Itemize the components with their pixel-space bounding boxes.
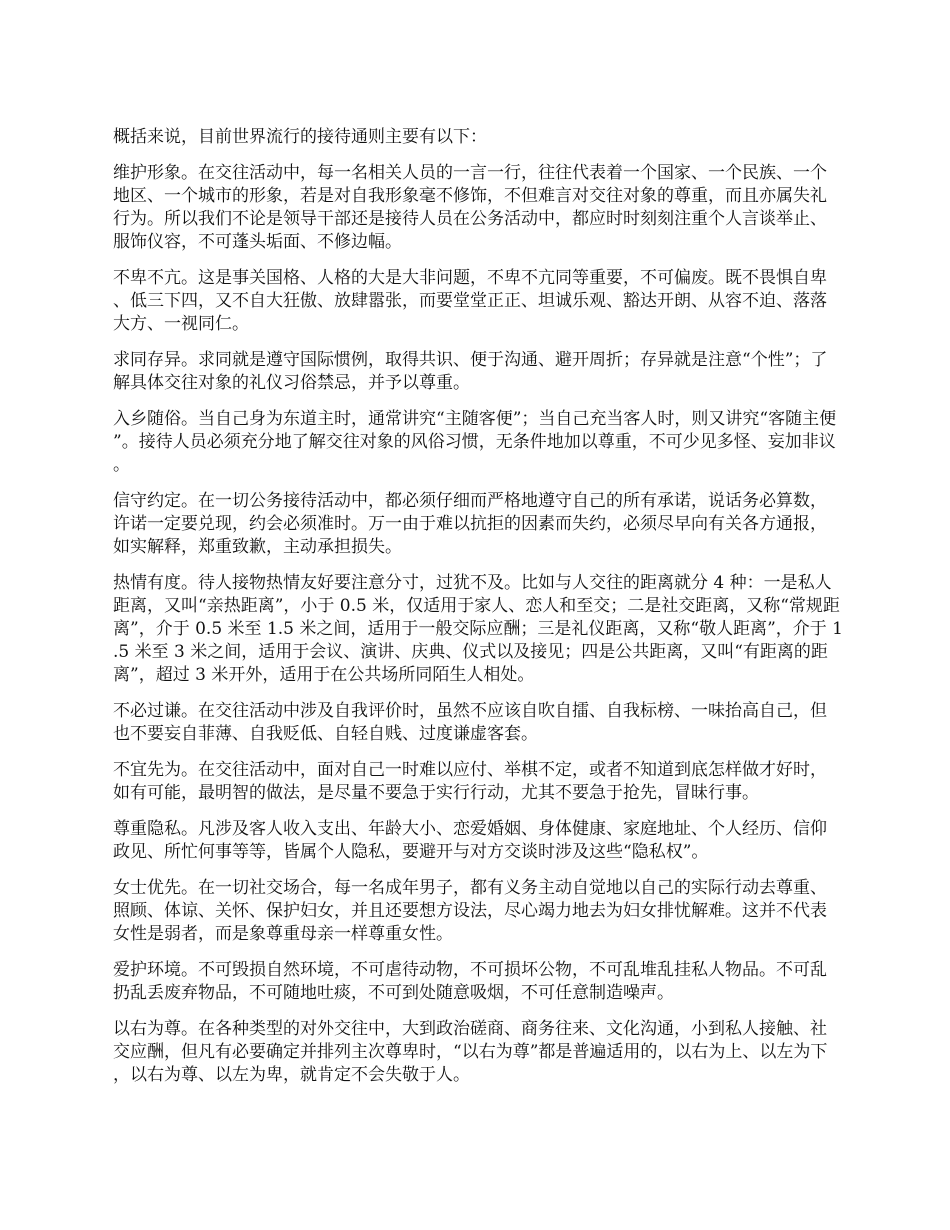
paragraph-seek-common-ground: 求同存异。求同就是遵守国际惯例，取得共识、便于沟通、避开周折；存异就是注意“个性”；了解具体交往对象的礼仪习俗禁忌，并予以尊重。 (113, 350, 828, 393)
paragraph-right-is-honored: 以右为尊。在各种类型的对外交往中，大到政治磋商、商务往来、文化沟通，小到私人接触、社交应酬，但凡有必要确定并排列主次尊卑时，“以右为尊”都是普遍适用的，以右为上、以左为下，以右为尊、以左为卑，就肯定不会失敬于人。 (113, 1019, 828, 1085)
paragraph-local-customs: 入乡随俗。当自己身为东道主时，通常讲究“主随客便”；当自己充当客人时，则又讲究“客随主便”。接待人员必须充分地了解交往对象的风俗习惯，无条件地加以尊重，不可少见多怪、妄加非议。 (113, 409, 837, 475)
paragraph-keep-promises: 信守约定。在一切公务接待活动中，都必须仔细而严格地遵守自己的所有承诺，说话务必算数，许诺一定要兑现，约会必须准时。万一由于难以抗拒的因素而失约，必须尽早向有关各方通报，如实解释，郑重致歉，主动承担损失。 (113, 491, 827, 557)
paragraph-do-not-act-first: 不宜先为。在交往活动中，面对自己一时难以应付、举棋不定，或者不知道到底怎样做才好时，如有可能，最明智的做法，是尽量不要急于实行行动，尤其不要急于抢先，冒昧行事。 (113, 760, 827, 803)
paragraph-neither-humble-nor-arrogant: 不卑不亢。这是事关国格、人格的大是大非问题，不卑不亢同等重要，不可偏废。既不畏惧自卑、低三下四，又不自大狂傲、放肆嚣张，而要堂堂正正、坦诚乐观、豁达开朗、从容不迫、落落大方、一视同仁。 (113, 268, 827, 334)
paragraph-maintain-image: 维护形象。在交往活动中，每一名相关人员的一言一行，往往代表着一个国家、一个民族、一个地区、一个城市的形象，若是对自我形象毫不修饰，不但难言对交往对象的尊重，而且亦属失礼行为。所以我们不论是领导干部还是接待人员在公务活动中，都应时时刻刻注重个人言谈举止、服饰仪容，不可蓬头垢面、不修边幅。 (113, 163, 827, 252)
intro-paragraph: 概括来说，目前世界流行的接待通则主要有以下： (113, 127, 487, 147)
paragraph-moderate-warmth: 热情有度。待人接物热情友好要注意分寸，过犹不及。比如与人交往的距离就分 4 种：一是私人距离，又叫“亲热距离”，小于 0.5 米，仅适用于家人、恋人和至交；二是社交距离，又称“常规距离”，介于 0.5 米至 1.5 米之间，适用于一般交际应酬；三是礼仪距离，又称“敬人距离”，介于 1.5 米至 3 米之间，适用于会议、演讲、庆典、仪式以及接见；四是公共距离，又叫“有距离的距离”，超过 3 米开外，适用于在公共场所同陌生人相处。 (113, 573, 843, 685)
paragraph-respect-privacy: 尊重隐私。凡涉及客人收入支出、年龄大小、恋爱婚姻、身体健康、家庭地址、个人经历、信仰政见、所忙何事等等，皆属个人隐私，要避开与对方交谈时涉及这些“隐私权”。 (113, 819, 827, 862)
document-body (113, 126, 843, 1100)
paragraph-not-overly-modest: 不必过谦。在交往活动中涉及自我评价时，虽然不应该自吹自擂、自我标榜、一味抬高自己，但也不要妄自菲薄、自我贬低、自轻自贱、过度谦虚客套。 (113, 701, 827, 744)
paragraph-protect-environment: 爱护环境。不可毁损自然环境，不可虐待动物，不可损坏公物，不可乱堆乱挂私人物品。不可乱扔乱丢废弃物品，不可随地吐痰，不可到处随意吸烟，不可任意制造噪声。 (113, 960, 827, 1003)
paragraph-ladies-first: 女士优先。在一切社交场合，每一名成年男子，都有义务主动自觉地以自己的实际行动去尊重、照顾、体谅、关怀、保护妇女，并且还要想方设法，尽心竭力地去为妇女排忧解难。这并不代表女性是弱者，而是象尊重母亲一样尊重女性。 (113, 878, 827, 944)
